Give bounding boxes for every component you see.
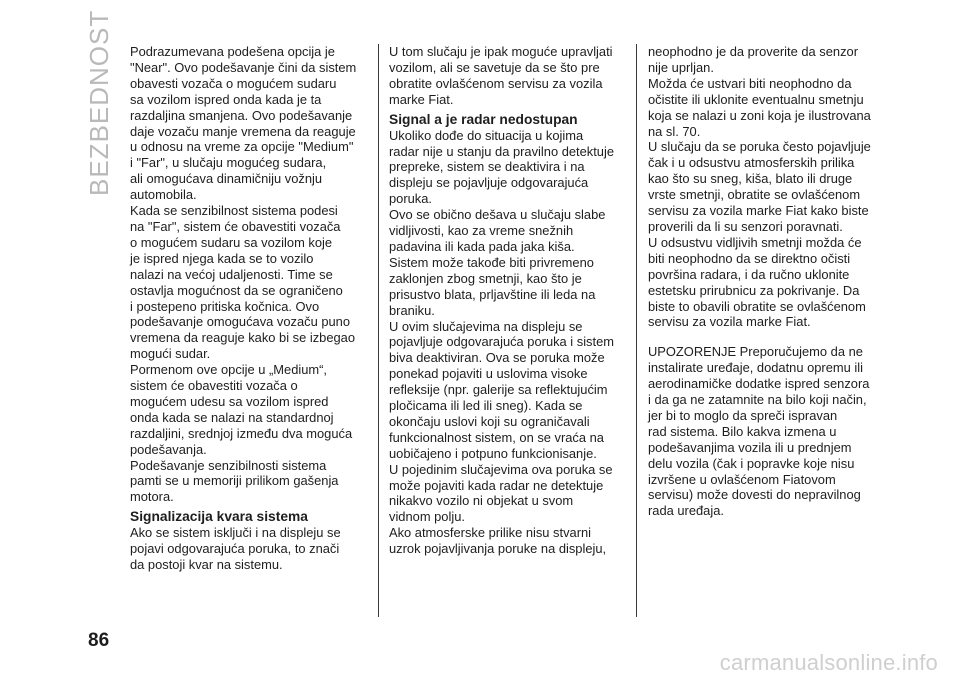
- watermark: carmanualsonline.info: [719, 650, 938, 675]
- text-column-3: [648, 44, 888, 519]
- column-divider: [378, 44, 379, 617]
- paragraph: U tom slučaju je ipak moguće upravljati vozilom, ali se savetuje da se što pre obratite ovlašćenom servisu za vozila marke Fiat.: [389, 44, 613, 107]
- paragraph: neophodno je da proverite da senzor nije uprljan.: [648, 44, 858, 75]
- paragraph: Možda će ustvari biti neophodno da očistite ili uklonite eventualnu smetnju koja se nalazi u zoni koja je ilustrovana na sl. 70.: [648, 75, 871, 139]
- paragraph: Ako se sistem isključi i na displeju se pojavi odgovarajuća poruka, to znači da postoji kvar na sistemu.: [130, 525, 341, 573]
- text-column-1: [130, 44, 370, 573]
- column-divider: [636, 44, 637, 617]
- paragraph: Ako atmosferske prilike nisu stvarni uzrok pojavljivanja poruke na displeju,: [389, 525, 607, 557]
- paragraph: U odsustvu vidljivih smetnji možda će biti neophodno da se direktno očisti površina radara, i da ručno uklonite estetsku prirubnicu za pokrivanje. Da biste to obavili obratite se ovlašćenom servisu za vozila marke Fiat.: [648, 234, 866, 330]
- paragraph: Podešavanje senzibilnosti sistema pamti se u memoriji prilikom gašenja motora.: [130, 457, 339, 505]
- section-heading: Signal a je radar nedostupan: [389, 111, 578, 127]
- page-number: 86: [88, 630, 110, 651]
- paragraph: Sistem može takođe biti privremeno zaklonjen zbog smetnji, kao što je prisustvo blata, prljavštine ili leda na braniku.: [389, 254, 596, 318]
- paragraph: U ovim slučajevima na displeju se pojavljuje odgovarajuća poruka i sistem biva deaktiviran. Ova se poruka može ponekad pojaviti u uslovima visoke refleksije (npr. galerije sa reflektujućim pločicama ili led ili sneg). Kada se okončaju uslovi koji su ograničavali funkcionalnost sistem, on se vraća na uobičajeno i potpuno funkcionisanje.: [389, 318, 614, 461]
- paragraph: Ovo se obično dešava u slučaju slabe vidljivosti, kao za vreme snežnih padavina ili kada pada jaka kiša.: [389, 207, 606, 254]
- section-title: BEZBEDNOST: [84, 9, 114, 196]
- paragraph: Podrazumevana podešena opcija je "Near". Ovo podešavanje čini da sistem obavesti vozača o mogućem sudaru sa vozilom ispred onda kada je ta razdaljina smanjena. Ovo podešavanje daje vozaču manje vremena da reaguje u odnosu na vreme za opcije "Medium" i "Far", u slučaju mogućeg sudara, ali omogućava dinamičniju vožnju automobila.: [130, 44, 357, 203]
- paragraph: Ukoliko dođe do situacija u kojima radar nije u stanju da pravilno detektuje prepreke, sistem se deaktivira i na displeju se pojavljuje odgovarajuća poruka.: [389, 127, 615, 207]
- text-column-2: [389, 44, 629, 557]
- paragraph: UPOZORENJE Preporučujemo da ne instalirate uređaje, dodatnu opremu ili aerodinamičke dodatke ispred senzora i da ga ne zatamnite na bilo koji način, jer bi to moglo da spreči ispravan rad sistema. Bilo kakva izmena u podešavanjima vozila ili u prednjem delu vozila (čak i popravke koje nisu izvršene u ovlašćenom Fiatovom servisu) može dovesti do nepravilnog rada uređaja.: [648, 344, 870, 519]
- paragraph: U pojedinim slučajevima ova poruka se može pojaviti kada radar ne detektuje nikakvo vozilo ni objekat u svom vidnom polju.: [389, 461, 613, 525]
- paragraph: U slučaju da se poruka često pojavljuje čak i u odsustvu atmosferskih prilika kao što su sneg, kiša, blato ili druge vrste smetnji, obratite se ovlašćenom servisu za vozila marke Fiat kako biste proverili da li su senzori poravnati.: [648, 139, 871, 234]
- section-heading: Signalizacija kvara sistema: [130, 509, 308, 525]
- paragraph: Kada se senzibilnost sistema podesi na "Far", sistem će obavestiti vozača o mogućem sudaru sa vozilom koje je ispred njega kada se to vozilo nalazi na većoj udaljenosti. Time se ostavlja mogućnost da se ograničeno i postepeno pritiska kočnica. Ovo podešavanje omogućava vozaču puno vremena da reaguje kako bi se izbegao mogući sudar.: [130, 203, 356, 362]
- paragraph: Pormenom ove opcije u „Medium“, sistem će obavestiti vozača o mogućem udesu sa vozilom ispred onda kada se nalazi na standardnoj razdaljini, srednjoj između dva moguća podešavanja.: [130, 362, 353, 457]
